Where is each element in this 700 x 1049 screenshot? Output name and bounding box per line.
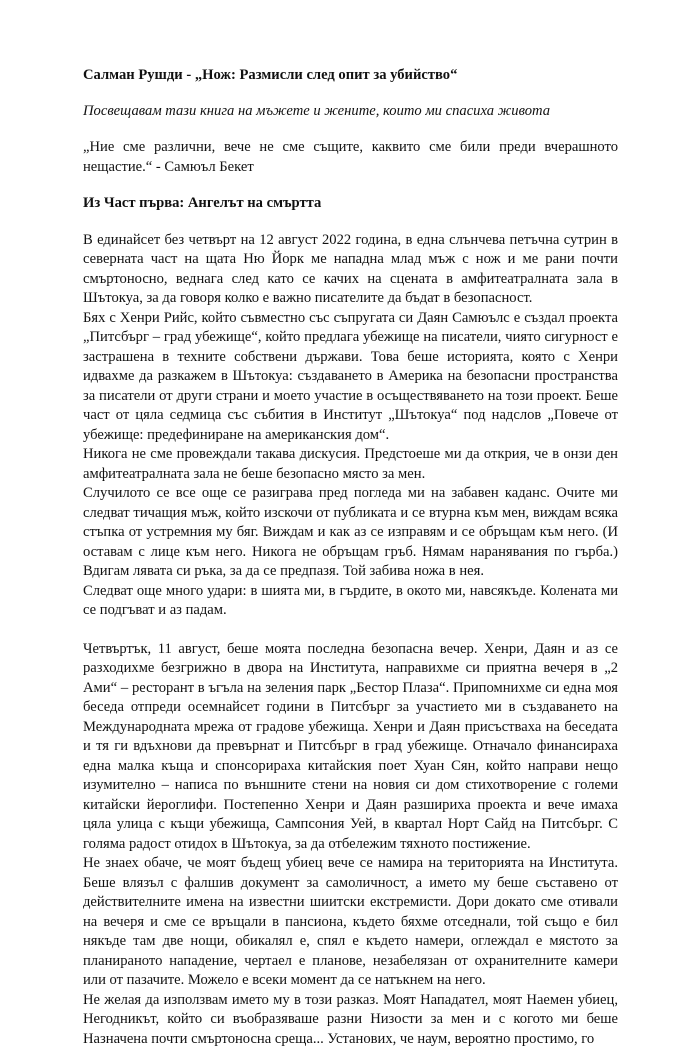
dedication: Посвещавам тази книга на мъжете и жените, които ми спасиха живота: [83, 102, 618, 122]
paragraph: В единайсет без четвърт на 12 август 2022 година, в една слънчева петъчна сутрин в северната част на щата Ню Йорк ме нападна млад мъж с нож и ме рани почти смъртоносно, веднага след като се качих на сцената в амфитеатралната зала в Шътокуа, за да говоря колко е важно писателите да бъдат в безопасност.: [83, 231, 618, 309]
document-title: Салман Рушди - „Нож: Размисли след опит за убийство“: [83, 66, 618, 86]
body-block-2: [83, 640, 618, 1049]
paragraph: Не знаех обаче, че моят бъдещ убиец вече се намира на територията на Института. Беше влязъл с фалшив документ за самоличност, а името му беше съставено от действителните имена на известни шиитски екстремисти. Дори докато сме отивали на вечеря и сме се връщали в пансиона, където бяхме отседнали, той също е бил някъде там две нощи, обикалял е, спял е където намери, оглеждал е мястото за планираното нападение, чертаел е планове, незабелязан от охранителните камери или от пазачите. Можело е всеки момент да се натъкнем на него.: [83, 854, 618, 991]
body-block-1: [83, 231, 618, 621]
paragraph: Случилото се все още се разиграва пред погледа ми на забавен каданс. Очите ми следват тичащия мъж, който изскочи от публиката и се втурна към мен, виждам всяка стъпка от устремния му бяг. Виждам и как аз се изправям и се обръщам към него. (И оставам с лице към него. Никога не обръщам гръб. Нямам наранявания по гърба.) Вдигам лявата си ръка, за да се предпазя. Той забива ножа в нея.: [83, 484, 618, 582]
document-page: [83, 66, 618, 1049]
paragraph: Не желая да използвам името му в този разказ. Моят Нападател, моят Наемен убиец, Негодникът, който си въобразяваше разни Низости за мен и с когото ми беше Назначена почти смъртоносна среща... Установих, че наум, вероятно простимо, го: [83, 991, 618, 1049]
section-heading: Из Част първа: Ангелът на смъртта: [83, 194, 618, 214]
epigraph: „Ние сме различни, вече не сме същите, каквито сме били преди вчерашното нещастие.“ - Самюъл Бекет: [83, 138, 618, 177]
paragraph: Никога не сме провеждали такава дискусия. Предстоеше ми да открия, че в онзи ден амфитеатралната зала не беше безопасно място за мен.: [83, 445, 618, 484]
paragraph: Следват още много удари: в шията ми, в гърдите, в окото ми, навсякъде. Колената ми се подгъват и аз падам.: [83, 582, 618, 621]
paragraph: Четвъртък, 11 август, беше моята последна безопасна вечер. Хенри, Даян и аз се разходихме безгрижно в двора на Института, направихме си приятна вечеря в „2 Ами“ – ресторант в ъгъла на зеления парк „Бестор Плаза“. Припомнихме си една моя беседа отпреди осемнайсет години в Питсбърг за участието ми в създаването на Международната мрежа от градове убежища. Хенри и Даян присъстваха на беседата и тя ги вдъхнови да превърнат и Питсбърг в град убежище. Отначало финансираха една малка къща и спонсорираха китайския поет Хуан Сян, който направи нещо изумително – написа по външните стени на новия си дом стихотворение с големи китайски йероглифи. Постепенно Хенри и Даян разшириха проекта и вече имаха цяла улица с къщи убежища, Сампсония Уей, в квартал Норт Сайд на Питсбърг. С голяма радост отидох в Шътокуа, за да отбележим тяхното постижение.: [83, 640, 618, 855]
paragraph: Бях с Хенри Рийс, който съвместно със съпругата си Даян Самюълс е създал проекта „Питсбърг – град убежище“, който предлага убежище на писатели, чиято сигурност е застрашена в техните собствени държави. Това беше историята, която с Хенри идвахме да разкажем в Шътокуа: създаването в Америка на безопасни пространства за писатели от други страни и моето участие в осъществяването на този проект. Беше част от цяла седмица със събития в Институт „Шътокуа“ под надслов „Повече от убежище: предефиниране на американския дом“.: [83, 309, 618, 446]
